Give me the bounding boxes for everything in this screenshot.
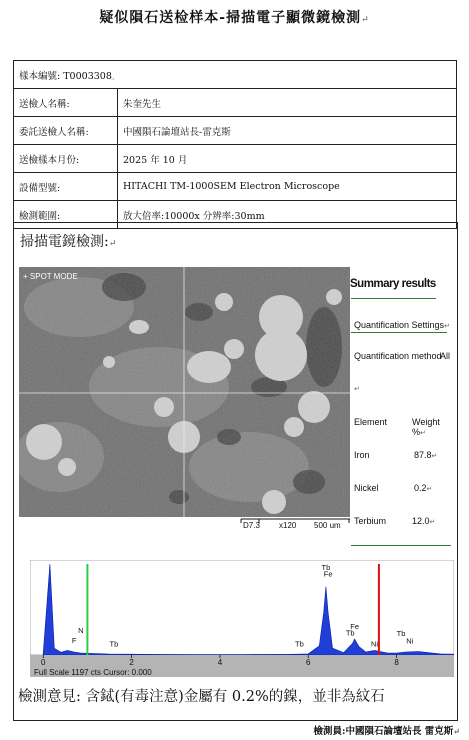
peak-label: N: [78, 625, 84, 635]
x-tick-label: 8: [394, 658, 399, 667]
summary-title: Summary results: [350, 278, 436, 290]
x-tick-label: 2: [129, 658, 134, 667]
x-tick-label: 4: [217, 658, 223, 667]
element-iron: Iron: [354, 450, 370, 460]
info-label: 設備型號:: [14, 173, 118, 201]
element-terbium: Terbium: [354, 516, 387, 526]
summary-divider: [351, 298, 436, 299]
peak-label: Fe: [323, 569, 333, 579]
scale-length: 500 um: [314, 521, 341, 530]
info-row: [14, 89, 457, 117]
info-label: 送檢樣本月份:: [14, 145, 118, 173]
info-label: 委託送檢人名稱:: [14, 117, 118, 145]
summary-bottom-line: [351, 545, 451, 546]
summary-panel: [350, 267, 454, 549]
x-tick-label: 6: [306, 658, 311, 667]
spectrum-footer: Full Scale 1197 cts Cursor: 0.000: [34, 668, 152, 677]
sample-id: 樣本編號: T0003308、: [14, 61, 457, 89]
magnification: x120: [279, 521, 297, 530]
element-nickel: Nickel: [354, 483, 379, 493]
settings-divider: [351, 332, 447, 333]
info-row: [14, 173, 457, 201]
info-row: [14, 145, 457, 173]
quant-method-label: Quantification method: [354, 351, 442, 361]
weight-terbium: 12.0↵: [412, 516, 436, 526]
eds-spectrum: [30, 560, 454, 677]
info-label: 檢測範圍:: [14, 201, 118, 229]
sem-image: [19, 267, 350, 517]
spot-mode-label: + SPOT MODE: [23, 272, 78, 281]
info-value: 放大倍率:10000x 分辨率:30mm: [118, 201, 457, 229]
x-tick-label: 0: [41, 658, 46, 667]
inspection-opinion: 檢測意見: 含鋱(有毒注意)金屬有 0.2%的鎳，並非為紋石: [18, 689, 385, 705]
peak-label: F: [71, 635, 77, 645]
info-table: [13, 60, 457, 229]
section-title: 掃描電鏡檢測:↵: [20, 234, 117, 250]
peak-label: Tb: [321, 562, 331, 572]
spectrum-plot-area: [30, 560, 454, 655]
peak-label: Ni: [370, 639, 379, 649]
info-label: 送檢人名稱:: [14, 89, 118, 117]
peak-label: Tb: [396, 628, 406, 638]
info-value: 2025 年 10 月: [118, 145, 457, 173]
report-title: 疑似隕石送检样本-掃描電子顯微鏡檢測↵: [99, 10, 370, 26]
peak-label: Tb: [345, 628, 355, 638]
weight-nickel: 0.2↵: [414, 483, 433, 493]
weight-iron: 87.8↵: [414, 450, 438, 460]
empty-line-mark: ↵: [354, 386, 360, 393]
peak-label: Tb: [109, 639, 119, 649]
peak-label: Ni: [406, 636, 414, 646]
quant-settings: Quantification Settings↵: [354, 320, 450, 330]
info-row: [14, 117, 457, 145]
info-value: 中國隕石論壇站長-雷克斯: [118, 117, 457, 145]
quant-method-value: All: [440, 351, 451, 361]
scale-bar: [19, 518, 350, 532]
inspector-signature: 檢測員:中國隕石論壇站長 雷克斯↵: [313, 726, 460, 737]
col-element: Element: [354, 417, 388, 427]
info-row: [14, 61, 457, 89]
info-value: 朱奎先生: [118, 89, 457, 117]
peak-label: Fe: [350, 622, 360, 632]
col-weight: Weight %↵: [412, 417, 440, 437]
scale-code: D7.3: [243, 521, 260, 530]
peak-label: Tb: [295, 639, 304, 649]
info-value: HITACHI TM-1000SEM Electron Microscope: [118, 173, 457, 201]
